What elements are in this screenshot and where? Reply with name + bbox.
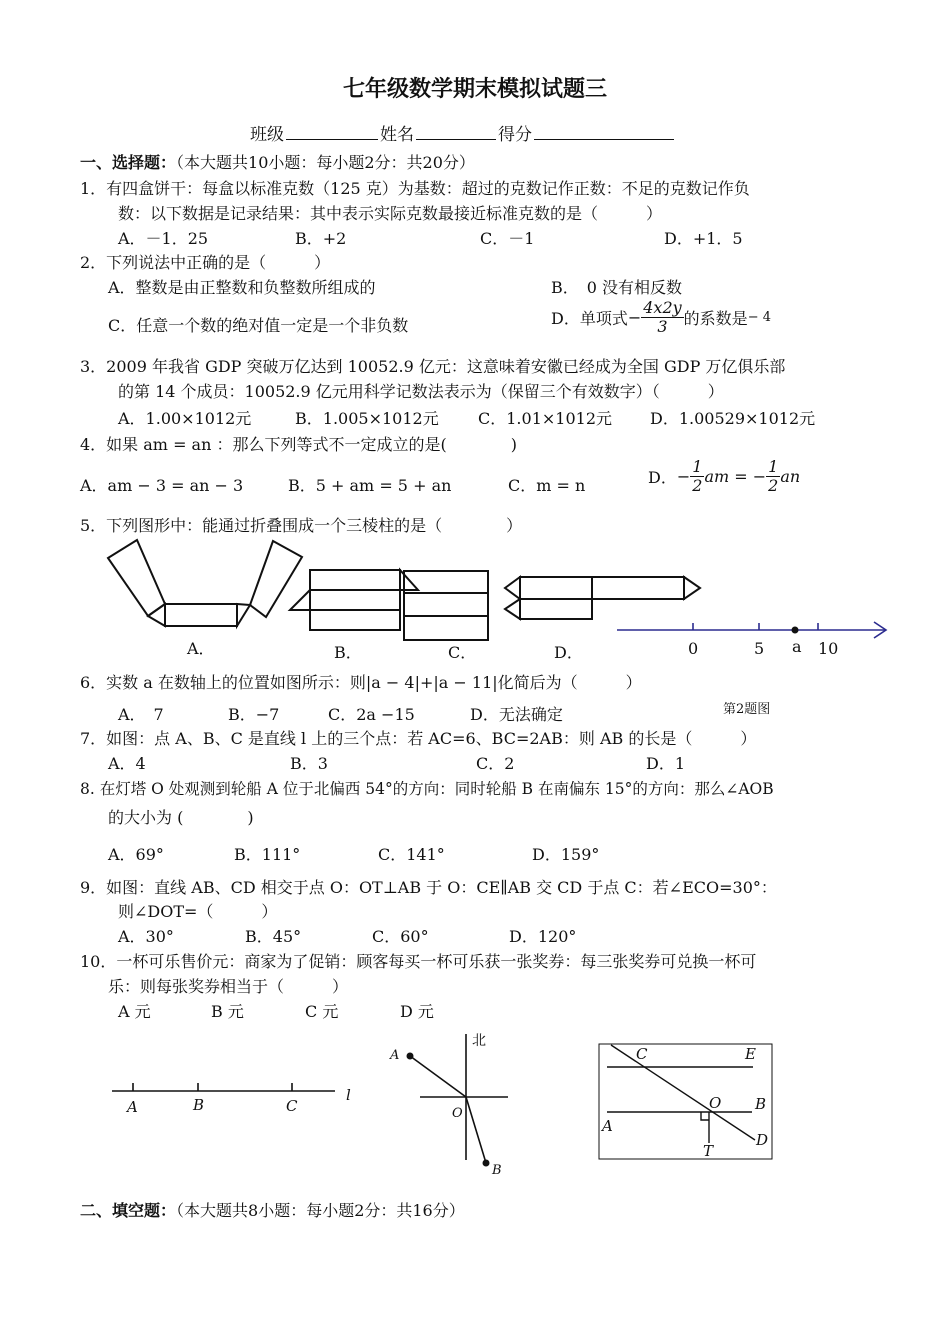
q2-d-suffix: 的系数是 — [683, 309, 748, 328]
q4-d-frac2-num: 1 — [768, 457, 779, 476]
section1-note: （本大题共10小题：每小题2分：共20分） — [176, 153, 475, 172]
q2-option-a: A．整数是由正整数和负整数所组成的 — [108, 278, 376, 297]
q7-option-d: D．1 — [646, 754, 686, 773]
q4-stem: 4．如果 am = an ：那么下列等式不一定成立的是( ) — [80, 435, 517, 454]
q2-d-value: − 4 — [747, 310, 771, 325]
q8-line1: 8. 在灯塔 O 处观测到轮船 A 位于北偏西 54°的方向：同时轮船 B 在南偏东 15°的方向：那么∠AOB — [80, 780, 774, 798]
q9-line2: 则∠DOT=（ ） — [118, 902, 278, 921]
q7-option-a: A．4 — [108, 754, 146, 773]
q6-option-c: C．2a −15 — [328, 705, 415, 724]
q8-option-b: B．111° — [234, 845, 301, 864]
q8-option-d: D．159° — [532, 845, 600, 864]
q4-d-end: an — [780, 467, 801, 486]
q2-d-minus: − — [627, 308, 642, 327]
fig-compass-label-b: B — [492, 1163, 502, 1178]
q10-option-a: A 元 — [118, 1002, 151, 1021]
q8-line2: 的大小为 ( ) — [108, 808, 254, 827]
fig-parallel-label-o: O — [709, 1094, 722, 1112]
section2-note: （本大题共8小题：每小题2分：共16分） — [176, 1201, 465, 1220]
q10-option-d: D 元 — [400, 1002, 434, 1021]
q3-option-b: B．1.005×1012元 — [295, 409, 439, 428]
fig-line-label-l: l — [346, 1086, 351, 1104]
fig-parallel-label-b: B — [755, 1095, 767, 1113]
numberline-label-a: a — [792, 637, 802, 656]
fig-line-label-a: A — [127, 1098, 138, 1116]
numberline-label-0: 0 — [688, 639, 699, 658]
numberline-caption: 第2题图 — [723, 702, 771, 717]
section2-title: 二、填空题： — [80, 1201, 177, 1220]
q4-d-frac2-den: 2 — [768, 476, 779, 495]
q6-option-b: B．−7 — [228, 705, 280, 724]
q1-option-b: B．+2 — [295, 229, 347, 248]
q2-d-prefix: D．单项式 — [551, 309, 628, 328]
q9-option-a: A．30° — [118, 927, 174, 946]
q2-d-denominator: 3 — [657, 317, 668, 336]
q4-option-a: A．am − 3 = an − 3 — [80, 476, 244, 495]
q5-label-a: A． — [187, 639, 215, 658]
q10-option-c: C 元 — [305, 1002, 339, 1021]
q3-option-c: C．1.01×1012元 — [478, 409, 612, 428]
q4-d-frac1-num: 1 — [692, 457, 703, 476]
fig-line-label-c: C — [286, 1097, 298, 1115]
q4-option-c: C．m = n — [508, 476, 586, 495]
q2-option-c: C．任意一个数的绝对值一定是一个非负数 — [108, 316, 409, 335]
q1-line2: 数：以下数据是记录结果：其中表示实际克数最接近标准克数的是（ ） — [118, 204, 663, 223]
q3-option-d: D．1.00529×1012元 — [650, 409, 816, 428]
q6-stem: 6．实数 a 在数轴上的位置如图所示：则|a − 4|+|a − 11|化简后为（ ） — [80, 673, 642, 692]
class-label: 班级 — [250, 125, 284, 145]
q4-d-minus: − — [676, 467, 691, 486]
q7-option-b: B．3 — [290, 754, 328, 773]
fig-compass-label-o: O — [452, 1106, 463, 1121]
q7-stem: 7．如图：点 A、B、C 是直线 l 上的三个点：若 AC=6、BC=2AB：则 AB 的长是（ ） — [80, 729, 757, 748]
q5-label-b: B． — [334, 643, 362, 662]
q2-option-b: B． 0 没有相反数 — [551, 278, 683, 297]
compass-figure — [410, 1034, 508, 1163]
fig-line-label-b: B — [193, 1096, 205, 1114]
fig-parallel-label-a: A — [602, 1117, 613, 1135]
page-title: 七年级数学期末模拟试题三 — [342, 76, 607, 102]
q1-option-d: D．+1．5 — [664, 229, 743, 248]
numberline-label-5: 5 — [754, 639, 765, 658]
q4-d-prefix: D． — [648, 468, 677, 487]
section2-heading — [80, 1198, 465, 1221]
q6-option-a: A． 7 — [118, 705, 164, 724]
q4-d-frac1-den: 2 — [692, 476, 703, 495]
score-label: 得分 — [498, 125, 532, 145]
q4-option-b: B．5 + am = 5 + an — [288, 476, 452, 495]
q1-line1: 1．有四盒饼干：每盒以标准克数（125 克）为基数：超过的克数记作正数：不足的克数记作负 — [80, 179, 750, 198]
q1-option-c: C．－1 — [480, 229, 535, 248]
q2-stem: 2．下列说法中正确的是（ ） — [80, 253, 331, 272]
numberline-label-10: 10 — [818, 639, 839, 658]
q6-option-d: D．无法确定 — [470, 705, 563, 724]
q9-option-c: C．60° — [372, 927, 429, 946]
fig-compass-label-a: A — [390, 1048, 400, 1063]
q3-line1: 3．2009 年我省 GDP 突破万亿达到 10052.9 亿元：这意味着安徽已经成为全国 GDP 万亿俱乐部 — [80, 357, 786, 376]
q8-option-c: C．141° — [378, 845, 445, 864]
fig-parallel-label-d: D — [756, 1131, 769, 1149]
fig-parallel-label-c: C — [636, 1045, 648, 1063]
name-label: 姓名 — [380, 125, 414, 145]
fig-parallel-label-e: E — [745, 1045, 756, 1063]
q1-option-a: A．－1．25 — [118, 229, 209, 248]
q4-d-middle: am = − — [704, 467, 767, 486]
q8-option-a: A．69° — [108, 845, 164, 864]
fig-parallel-label-t: T — [703, 1142, 714, 1160]
q9-option-d: D．120° — [509, 927, 577, 946]
q9-option-b: B．45° — [245, 927, 302, 946]
q10-option-b: B 元 — [211, 1002, 244, 1021]
q5-label-d: D． — [554, 643, 583, 662]
q3-line2: 的第 14 个成员：10052.9 亿元用科学记数法表示为（保留三个有效数字）（ ） — [118, 382, 724, 401]
fig-compass-north: 北 — [472, 1033, 486, 1049]
q10-line2: 乐：则每张奖券相当于（ ） — [108, 977, 349, 996]
q9-line1: 9．如图：直线 AB、CD 相交于点 O：OT⊥AB 于 O：CE∥AB 交 CD 于点 C：若∠ECO=30°： — [80, 878, 777, 897]
section1-title: 一、选择题： — [80, 153, 177, 172]
line-abc-figure — [112, 1083, 335, 1091]
q10-line1: 10．一杯可乐售价元：商家为了促销：顾客每买一杯可乐获一张奖券：每三张奖券可兑换一杯可 — [80, 952, 757, 971]
q7-option-c: C．2 — [476, 754, 515, 773]
q2-d-numerator: 4x2y — [643, 298, 682, 317]
q5-label-c: C． — [448, 643, 477, 662]
q3-option-a: A．1.00×1012元 — [118, 409, 252, 428]
q5-stem: 5．下列图形中：能通过折叠围成一个三棱柱的是（ ） — [80, 516, 523, 535]
